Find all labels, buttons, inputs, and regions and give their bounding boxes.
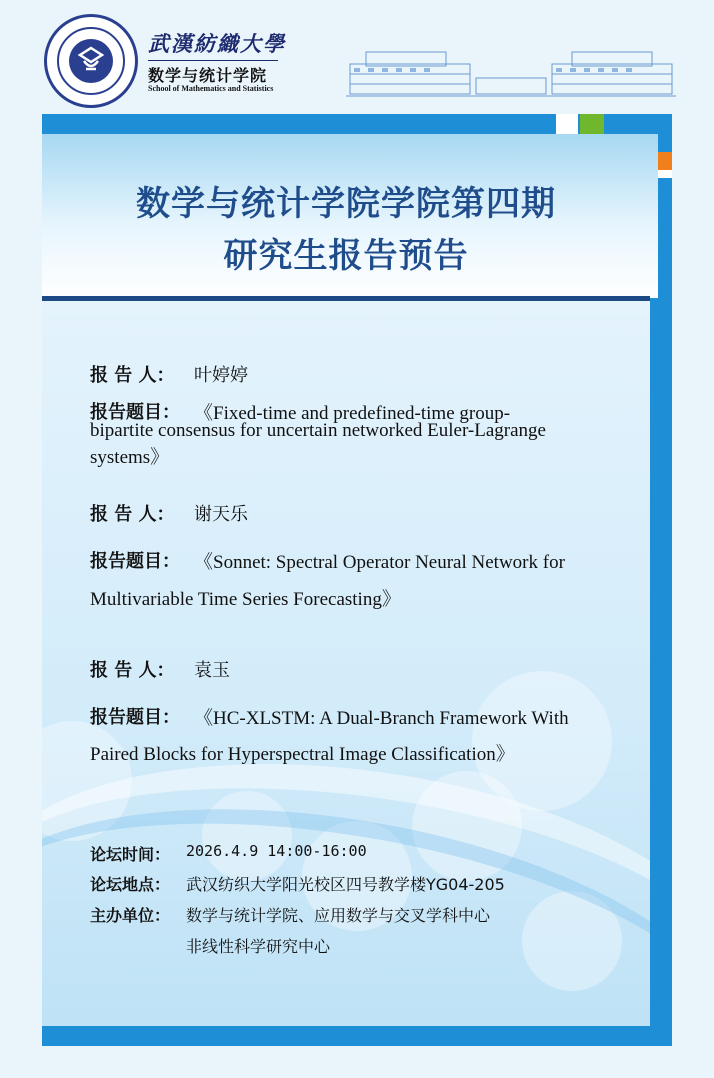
forum-time: 2026.4.9 14:00-16:00 (186, 842, 367, 860)
campus-buildings-illustration (346, 42, 676, 102)
speaker-name: 叶婷婷 (194, 365, 248, 386)
brand-divider (148, 60, 278, 61)
forum-place: 武汉纺织大学阳光校区四号教学楼YG04-205 (186, 875, 505, 894)
topic-text: bipartite consensus for uncertain networked Euler-Lagrange (90, 420, 546, 441)
topic-label: 报告题目： (90, 551, 180, 572)
topic-label: 报告题目： (90, 402, 180, 423)
speaker-name: 谢天乐 (194, 504, 248, 525)
decor-green-square (580, 114, 604, 134)
school-name-en: School of Mathematics and Statistics (148, 84, 274, 93)
university-seal-logo (44, 14, 138, 108)
speaker-label: 报 告 人： (90, 365, 175, 386)
seal-emblem-icon (69, 39, 113, 83)
decor-white-square (556, 114, 578, 134)
poster-title-line2: 研究生报告预告 (223, 236, 469, 276)
topic-text: systems》 (90, 447, 170, 468)
topic-text: 《Fixed-time and predefined-time group- (194, 403, 511, 424)
speaker-label: 报 告 人： (90, 660, 175, 681)
topic-label: 报告题目： (90, 707, 180, 728)
host-label: 主办单位： (90, 906, 171, 925)
topic-text: Paired Blocks for Hyperspectral Image Classification》 (90, 744, 515, 765)
poster-header (0, 0, 714, 112)
host-line1: 数学与统计学院、应用数学与交叉学科中心 (186, 906, 491, 925)
topic-text: 《HC-XLSTM: A Dual-Branch Framework With (194, 708, 569, 729)
host-line2: 非线性科学研究中心 (186, 937, 331, 956)
poster-title-line1: 数学与统计学院学院第四期 (136, 184, 556, 224)
forum-time-label: 论坛时间： (90, 845, 171, 864)
decor-white-strip (658, 170, 672, 178)
speaker-name: 袁玉 (194, 660, 230, 681)
topic-text: Multivariable Time Series Forecasting》 (90, 589, 401, 610)
decor-orange-square (658, 152, 672, 170)
speaker-label: 报 告 人： (90, 504, 175, 525)
school-name-cn: 数学与统计学院 (148, 66, 268, 85)
forum-place-label: 论坛地点： (90, 875, 171, 894)
topic-text: 《Sonnet: Spectral Operator Neural Network for (194, 552, 565, 573)
university-calligraphy-logo: 武漢紡織大學 (148, 31, 286, 56)
